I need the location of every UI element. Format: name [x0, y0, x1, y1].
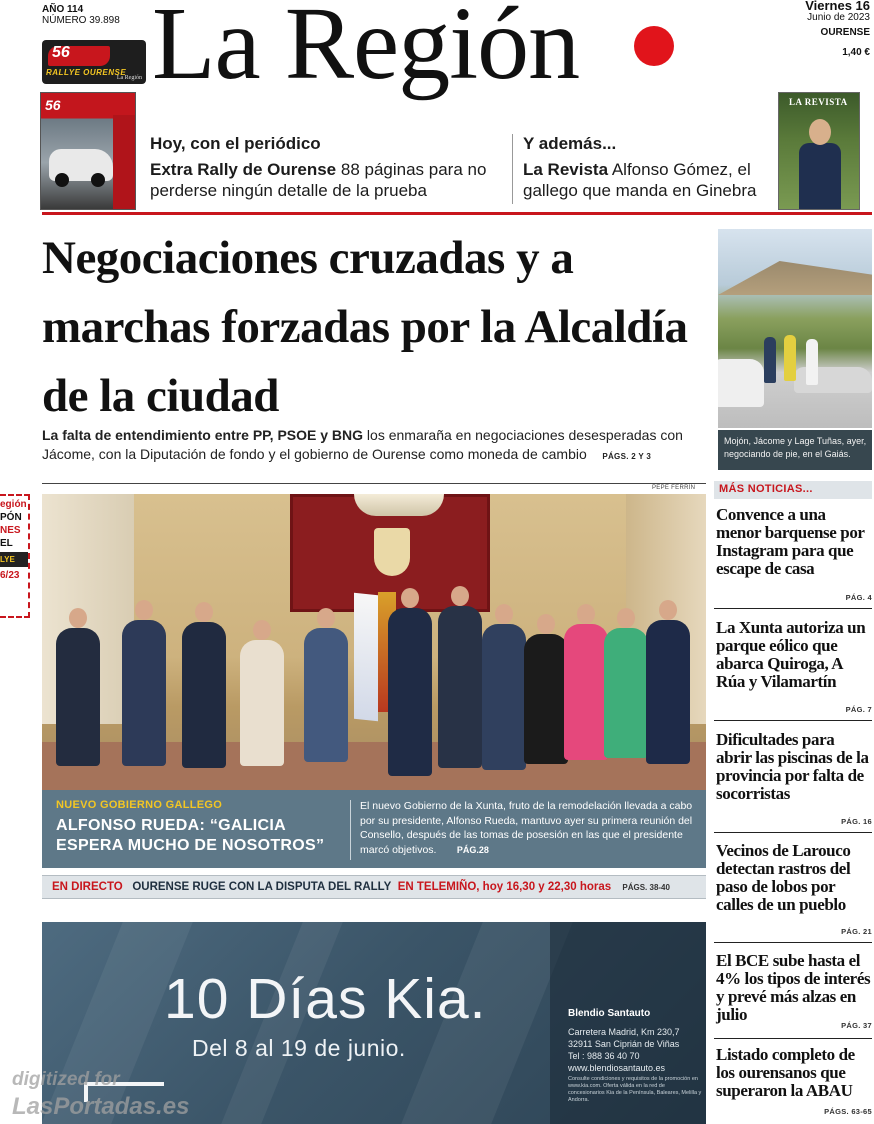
promo-rally-desc: 88 páginas para no perderse ningún detalle de la prueba — [150, 160, 487, 200]
promo-rally[interactable] — [150, 133, 510, 201]
promo-revista-text — [523, 159, 783, 201]
promo-revista-desc: Alfonso Gómez, el gallego que manda en Ginebra — [523, 160, 757, 200]
revista-cover-figure — [799, 143, 841, 210]
photo-person — [482, 624, 526, 770]
photo-car — [718, 359, 764, 407]
issue-number: NÚMERO 39.898 — [42, 15, 120, 26]
news-item-title[interactable]: Convence a una menor barquense por Instagram para que escape de casa — [716, 505, 865, 578]
ad-title: 10 Días Kia. — [164, 967, 487, 1031]
lead-pages: PÁGS. 2 Y 3 — [602, 452, 652, 461]
promo-rally-bold: Extra Rally de Ourense — [150, 160, 337, 179]
live-rally-strip[interactable] — [42, 875, 706, 899]
more-news-header: MÁS NOTICIAS... — [714, 481, 872, 499]
strip-line: NES — [0, 525, 21, 536]
promo-revista[interactable] — [523, 133, 783, 201]
rally-cover-side — [113, 115, 135, 210]
photo-person — [646, 620, 690, 764]
photo-person — [56, 628, 100, 766]
ad-fine-print: Consulte condiciones y requisitos de la promoción en www.kia.com. Oferta válida en la red de concesionarios Kia de la Península, Baleares, Melilla y Andorra. — [568, 1076, 702, 1103]
promo-rally-kicker: Hoy, con el periódico — [150, 134, 321, 153]
photo-person — [388, 608, 432, 776]
photo-person — [564, 624, 608, 760]
live-label: EN DIRECTO — [52, 881, 123, 893]
strip-line: LYE — [0, 552, 28, 567]
photo-person — [438, 606, 482, 768]
ad-address-line: 32911 San Ciprián de Viñas — [568, 1039, 680, 1049]
revista-cover-title: LA REVISTA — [789, 97, 848, 107]
revista-cover[interactable] — [778, 92, 860, 210]
photo-roof — [718, 261, 872, 295]
rally-logo-number: 56 — [52, 44, 70, 61]
photo-page: PÁG.28 — [456, 844, 489, 855]
negotiation-photo-caption: Mojón, Jácome y Lage Tuñas, ayer, negociando de pie, en el Gaiás. — [718, 430, 872, 470]
price: 1,40 € — [842, 47, 870, 58]
weekday: Viernes 16 — [805, 0, 870, 13]
news-item-title[interactable]: Dificultades para abrir las piscinas de la provincia por falta de socorristas — [716, 730, 869, 803]
rally-car-wheel — [91, 173, 105, 187]
promo-rally-text — [150, 159, 510, 201]
photo-person — [784, 335, 796, 381]
revista-cover-face — [809, 119, 831, 145]
city: OURENSE — [820, 27, 870, 38]
photo-person — [604, 628, 648, 758]
photo-person — [524, 634, 568, 764]
live-tv: EN TELEMIÑO, hoy 16,30 y 22,30 horas — [397, 881, 612, 893]
lead-subheadline — [42, 426, 706, 466]
news-item-page: PÁG. 37 — [841, 1021, 872, 1030]
promo-revista-kicker: Y además... — [523, 134, 617, 153]
lead-headline[interactable]: Negociaciones cruzadas y a marchas forzadas por la Alcaldía de la ciudad — [42, 232, 688, 422]
photo-person — [240, 640, 284, 766]
photo-person — [764, 337, 776, 383]
lead-sub-text: los enmaraña en negociaciones desesperadas con Jácome, con la Diputación de fondo y el gobierno de Ourense como moneda de cambio — [42, 427, 683, 462]
section-rule — [42, 483, 706, 484]
news-item-page: PÁG. 21 — [841, 927, 872, 936]
photo-person — [182, 622, 226, 768]
strip-line: PÓN — [0, 512, 22, 523]
rally-logo[interactable] — [42, 40, 146, 84]
rally-logo-name: RALLYE OURENSE — [46, 68, 127, 77]
photo-person — [304, 628, 348, 762]
news-item-page: PÁG. 16 — [841, 817, 872, 826]
photo-person — [122, 620, 166, 766]
galicia-shield — [374, 528, 410, 576]
news-item-title[interactable]: La Xunta autoriza un parque eólico que abarca Quiroga, A Rúa y Vilamartín — [716, 618, 866, 691]
news-separator — [714, 1038, 872, 1039]
promo-divider — [512, 134, 513, 204]
ad-subtitle: Del 8 al 19 de junio. — [192, 1035, 406, 1061]
news-separator — [714, 942, 872, 943]
strip-line: EL — [0, 538, 13, 549]
negotiation-photo[interactable] — [718, 229, 872, 428]
news-separator — [714, 720, 872, 721]
photo-chandelier — [354, 494, 444, 516]
news-separator — [714, 832, 872, 833]
date-price-block — [760, 0, 870, 59]
strip-date: 6/23 — [0, 570, 20, 581]
newspaper-title[interactable]: La Región — [152, 0, 580, 101]
watermark-line2: LasPortadas.es — [12, 1093, 190, 1120]
live-title: OURENSE RUGE CON LA DISPUTA DEL RALLY — [132, 881, 392, 893]
photo-credit: PEPE FERRÍN — [652, 485, 696, 491]
news-item-title[interactable]: El BCE sube hasta el 4% los tipos de interés y prevé más alzas en julio — [716, 951, 871, 1024]
ad-dealer-address — [568, 1026, 702, 1074]
photo-person — [806, 339, 818, 385]
flag-galicia — [354, 593, 378, 722]
photo-caption-text: El nuevo Gobierno de la Xunta, fruto de la remodelación llevada a cabo por su presidente, Alfonso Rueda, mantuvo ayer su primera reunión del Consello, después de las tomas de posesión en las que el presidente marcó objetivos. — [360, 800, 693, 856]
photo-caption-body — [360, 799, 694, 857]
promo-revista-bold: La Revista — [523, 160, 609, 179]
masthead-red-rule — [42, 212, 872, 215]
news-item-page: PÁGS. 63-65 — [824, 1107, 872, 1116]
news-item-page: PÁG. 7 — [845, 705, 872, 714]
rally-cover-number: 56 — [45, 97, 61, 113]
live-pages: PÁGS. 38-40 — [622, 883, 670, 892]
lead-sub-bold: La falta de entendimiento entre PP, PSOE y BNG — [42, 427, 364, 443]
year-label: AÑO 114 — [42, 4, 84, 15]
watermark — [12, 1066, 189, 1120]
news-item-title[interactable]: Listado completo de los ourensanos que superaron la ABAU — [716, 1045, 855, 1100]
government-photo[interactable] — [42, 494, 706, 790]
news-separator — [714, 608, 872, 609]
ad-address-line: Tel : 988 36 40 70 — [568, 1051, 640, 1061]
ad-address-line: Carretera Madrid, Km 230,7 — [568, 1027, 680, 1037]
photo-kicker: NUEVO GOBIERNO GALLEGO — [56, 799, 223, 811]
rally-supplement-cover[interactable] — [40, 92, 136, 210]
edition-info — [42, 4, 120, 26]
news-item-page: PÁG. 4 — [845, 593, 872, 602]
strip-line: egión — [0, 499, 27, 510]
date: Junio de 2023 — [807, 12, 870, 23]
rally-car-wheel — [55, 173, 69, 187]
caption-divider — [350, 800, 351, 860]
rally-logo-brand: La Región — [116, 75, 142, 81]
ad-address-line[interactable]: www.blendiosantauto.es — [568, 1063, 666, 1073]
left-promo-strip — [0, 494, 30, 618]
news-item-title[interactable]: Vecinos de Larouco detectan rastros del paso de lobos por calles de un pueblo — [716, 841, 851, 914]
ad-dealer-name: Blendio Santauto — [568, 1008, 651, 1019]
photo-headline[interactable]: ALFONSO RUEDA: “GALICIA ESPERA MUCHO DE NOSOTROS” — [56, 817, 325, 854]
watermark-line1: digitized for — [12, 1069, 120, 1090]
